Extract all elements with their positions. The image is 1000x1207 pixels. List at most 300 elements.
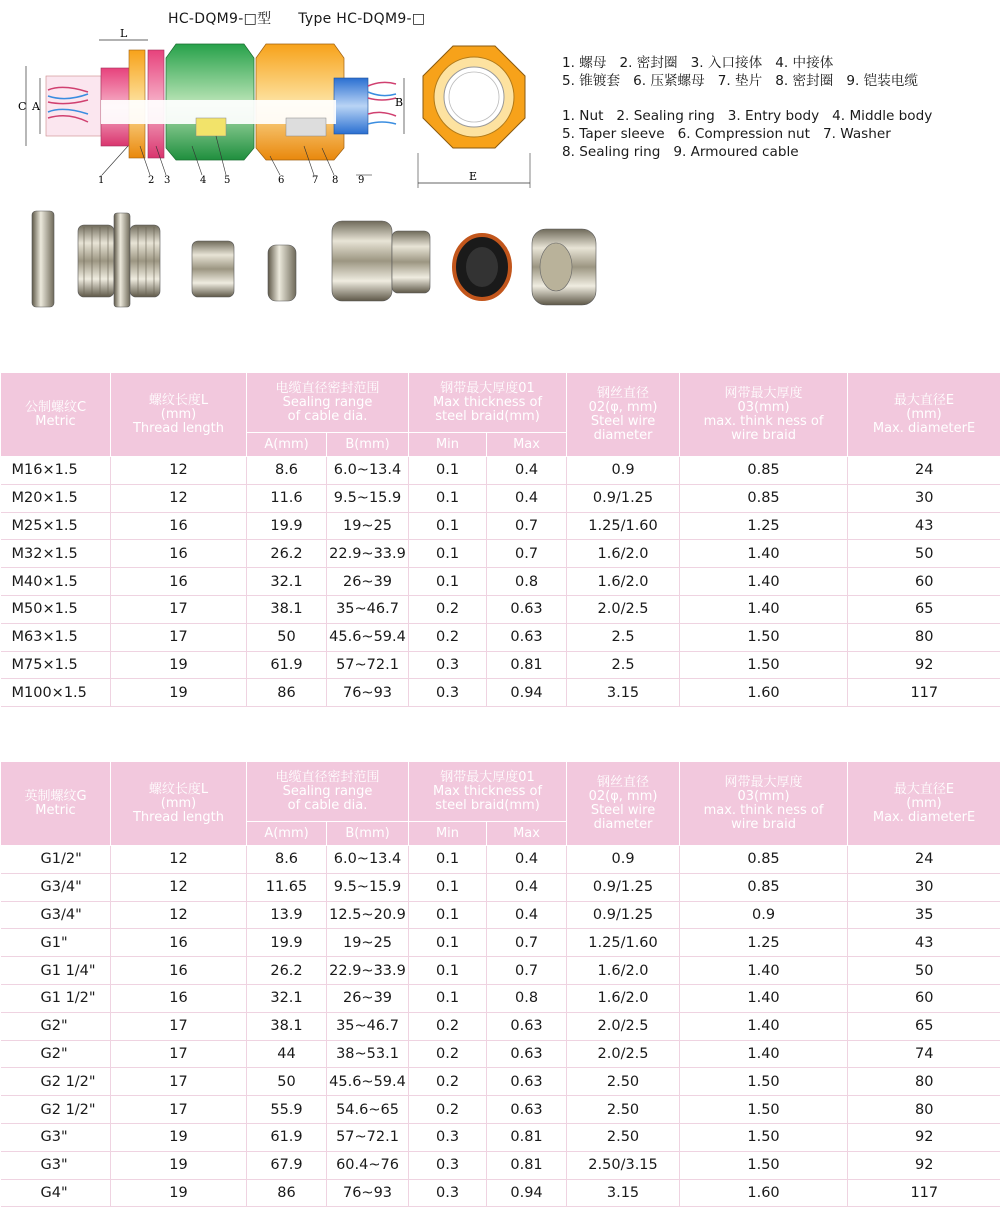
photo-nut xyxy=(32,211,54,307)
table-cell: 50 xyxy=(247,1068,327,1096)
table-cell: M16×1.5 xyxy=(1,457,111,485)
table-row xyxy=(1,623,1000,651)
table-cell: 9.5~15.9 xyxy=(327,484,409,512)
table-cell: 1.40 xyxy=(680,1040,848,1068)
table-cell: 17 xyxy=(111,623,247,651)
table-cell: 12.5~20.9 xyxy=(327,901,409,929)
table-cell: 12 xyxy=(111,484,247,512)
table-cell: 11.6 xyxy=(247,484,327,512)
legend-en-item: 9. Armoured cable xyxy=(673,144,799,160)
model-cn: HC-DQM9-□型 xyxy=(168,11,272,27)
header-text: max. think ness of xyxy=(703,802,824,818)
table-cell: 9.5~15.9 xyxy=(327,873,409,901)
table-cell: 0.9/1.25 xyxy=(567,901,680,929)
table-cell: 76~93 xyxy=(327,1179,409,1207)
header-max-diameter xyxy=(848,373,1000,457)
callout-3: 3 xyxy=(164,175,171,186)
imperial-thread-table xyxy=(0,761,1000,1207)
photo-middle-body xyxy=(332,221,430,301)
table-cell: G3/4" xyxy=(1,873,111,901)
header-text: 最大直径E xyxy=(893,392,955,408)
table-cell: 1.40 xyxy=(680,1012,848,1040)
callout-7: 7 xyxy=(312,175,319,186)
table-cell: 0.1 xyxy=(409,957,487,985)
table-cell: 3.15 xyxy=(567,1179,680,1207)
table-cell: 1.40 xyxy=(680,568,848,596)
table-cell: 0.4 xyxy=(487,457,567,485)
table-row xyxy=(1,984,1000,1012)
table-cell: M75×1.5 xyxy=(1,651,111,679)
table-cell: 54.6~65 xyxy=(327,1096,409,1124)
header-sealing-range xyxy=(247,762,409,822)
table-cell: 17 xyxy=(111,1012,247,1040)
table-cell: 0.1 xyxy=(409,901,487,929)
table-cell: 1.50 xyxy=(680,651,848,679)
table-row xyxy=(1,568,1000,596)
table-cell: 1.25/1.60 xyxy=(567,512,680,540)
header-text: 03(mm) xyxy=(737,788,790,804)
table-cell: 24 xyxy=(848,846,1000,874)
photo-taper-sleeve xyxy=(192,241,234,297)
table-cell: 35 xyxy=(848,901,1000,929)
table-cell: 50 xyxy=(247,623,327,651)
table-cell: 44 xyxy=(247,1040,327,1068)
table-cell: 43 xyxy=(848,929,1000,957)
table-cell: 0.85 xyxy=(680,846,848,874)
table-cell: 61.9 xyxy=(247,1123,327,1151)
table-cell: 0.8 xyxy=(487,568,567,596)
photo-washer xyxy=(268,245,296,301)
table-cell: 1.40 xyxy=(680,984,848,1012)
table-cell: 2.50 xyxy=(567,1096,680,1124)
header-band-min: Min xyxy=(409,433,487,457)
legend-cn-item: 7. 垫片 xyxy=(717,73,763,89)
header-text: Thread length xyxy=(132,420,225,436)
table-cell: M50×1.5 xyxy=(1,595,111,623)
table-cell: 117 xyxy=(848,1179,1000,1207)
header-text: Sealing range xyxy=(282,394,373,410)
header-text: Metric xyxy=(35,413,76,429)
table-cell: 1.50 xyxy=(680,623,848,651)
table-cell: 67.9 xyxy=(247,1151,327,1179)
table-cell: 35~46.7 xyxy=(327,1012,409,1040)
header-text: steel braid(mm) xyxy=(435,408,540,424)
table-cell: 0.1 xyxy=(409,846,487,874)
table-cell: 1.60 xyxy=(680,679,848,707)
table-cell: 19 xyxy=(111,1123,247,1151)
table-cell: 0.1 xyxy=(409,568,487,596)
table-cell: 2.0/2.5 xyxy=(567,1040,680,1068)
table-cell: 0.63 xyxy=(487,595,567,623)
table-row xyxy=(1,679,1000,707)
table-cell: 0.63 xyxy=(487,1068,567,1096)
model-en: Type HC-DQM9-□ xyxy=(298,11,426,27)
header-text: of cable dia. xyxy=(287,797,368,813)
legend-en-item: 3. Entry body xyxy=(727,108,820,124)
table-cell: M100×1.5 xyxy=(1,679,111,707)
table-cell: 0.85 xyxy=(680,457,848,485)
table-cell: 0.2 xyxy=(409,1068,487,1096)
table-cell: 26~39 xyxy=(327,568,409,596)
table-cell: M25×1.5 xyxy=(1,512,111,540)
table-cell: 1.6/2.0 xyxy=(567,540,680,568)
header-text: max. think ness of xyxy=(703,413,824,429)
header-text: 最大直径E xyxy=(893,781,955,797)
table-cell: 1.25 xyxy=(680,512,848,540)
table-cell: 12 xyxy=(111,873,247,901)
header-seal-b: B(mm) xyxy=(327,433,409,457)
table-cell: 0.63 xyxy=(487,1012,567,1040)
cable-gland-section-diagram xyxy=(16,28,416,193)
table-cell: 65 xyxy=(848,595,1000,623)
table-cell: 1.6/2.0 xyxy=(567,984,680,1012)
table-cell: 0.1 xyxy=(409,484,487,512)
header-seal-a: A(mm) xyxy=(247,433,327,457)
header-text: diameter xyxy=(593,427,653,443)
table-row xyxy=(1,1096,1000,1124)
table-cell: M20×1.5 xyxy=(1,484,111,512)
table-cell: 0.3 xyxy=(409,1151,487,1179)
table-cell: 0.85 xyxy=(680,873,848,901)
table-row xyxy=(1,595,1000,623)
table-cell: 0.7 xyxy=(487,512,567,540)
table-cell: G2 1/2" xyxy=(1,1068,111,1096)
table-cell: G1 1/2" xyxy=(1,984,111,1012)
table-cell: 0.1 xyxy=(409,929,487,957)
table-cell: 50 xyxy=(848,957,1000,985)
front-view-diagram xyxy=(413,38,536,193)
table-cell: 19~25 xyxy=(327,929,409,957)
header-text: Max. diameterE xyxy=(872,420,976,436)
callout-6: 6 xyxy=(278,175,285,186)
header-text: (mm) xyxy=(906,795,942,811)
header-text: Sealing range xyxy=(282,783,373,799)
table-cell: 1.50 xyxy=(680,1068,848,1096)
legend-cn-item: 5. 锥镀套 xyxy=(562,73,621,89)
table-cell: 117 xyxy=(848,679,1000,707)
header-text: Steel wire xyxy=(590,802,656,818)
table-cell: 38~53.1 xyxy=(327,1040,409,1068)
table-row xyxy=(1,873,1000,901)
table-cell: 0.63 xyxy=(487,1096,567,1124)
table-cell: M63×1.5 xyxy=(1,623,111,651)
table-cell: 0.63 xyxy=(487,623,567,651)
table-cell: 0.1 xyxy=(409,457,487,485)
table-cell: 0.3 xyxy=(409,651,487,679)
callout-2: 2 xyxy=(148,175,155,186)
table-cell: 1.50 xyxy=(680,1096,848,1124)
header-length xyxy=(111,762,247,846)
header-band-max: Max xyxy=(487,822,567,846)
table-cell: 0.9 xyxy=(567,457,680,485)
table-cell: 0.2 xyxy=(409,1096,487,1124)
table-cell: 1.50 xyxy=(680,1151,848,1179)
table-cell: G1 1/4" xyxy=(1,957,111,985)
page-title xyxy=(168,8,447,28)
header-max-diameter xyxy=(848,762,1000,846)
table-cell: 1.40 xyxy=(680,957,848,985)
table-cell: 38.1 xyxy=(247,1012,327,1040)
header-text: 公制螺纹C xyxy=(24,399,87,415)
header-braid-thickness xyxy=(409,762,567,822)
table-cell: 19 xyxy=(111,679,247,707)
legend-cn-item: 4. 中接体 xyxy=(775,55,834,71)
header-text: 钢丝直径 xyxy=(597,385,650,401)
table-cell: 0.63 xyxy=(487,1040,567,1068)
table-cell: 74 xyxy=(848,1040,1000,1068)
table-cell: 19~25 xyxy=(327,512,409,540)
table-cell: 2.50 xyxy=(567,1068,680,1096)
photo-compression-nut xyxy=(532,229,596,305)
header-sealing-range xyxy=(247,373,409,433)
table-cell: 16 xyxy=(111,540,247,568)
table-cell: 45.6~59.4 xyxy=(327,1068,409,1096)
table-cell: 12 xyxy=(111,901,247,929)
table-row xyxy=(1,846,1000,874)
table-row xyxy=(1,1123,1000,1151)
legend-en-item: 6. Compression nut xyxy=(677,126,810,142)
armoured-cable-part xyxy=(334,78,368,134)
header-text: Max thickness of xyxy=(432,783,543,799)
dim-B-label: B xyxy=(395,96,404,109)
legend-en-item: 2. Sealing ring xyxy=(616,108,715,124)
table-cell: 61.9 xyxy=(247,651,327,679)
table-cell: 1.25 xyxy=(680,929,848,957)
table-cell: 60.4~76 xyxy=(327,1151,409,1179)
header-mesh-thickness xyxy=(680,762,848,846)
photo-entry-body xyxy=(78,213,160,307)
table-cell: G1" xyxy=(1,929,111,957)
header-braid-thickness xyxy=(409,373,567,433)
table-cell: 0.94 xyxy=(487,679,567,707)
table-cell: 86 xyxy=(247,1179,327,1207)
table-cell: 32.1 xyxy=(247,984,327,1012)
table-cell: 1.25/1.60 xyxy=(567,929,680,957)
table-row xyxy=(1,1151,1000,1179)
legend-cn-item: 6. 压紧螺母 xyxy=(633,73,705,89)
callout-9: 9 xyxy=(358,175,365,186)
dim-A-label: A xyxy=(32,100,40,113)
table-cell: 0.9/1.25 xyxy=(567,484,680,512)
table-cell: 19.9 xyxy=(247,512,327,540)
header-seal-a: A(mm) xyxy=(247,822,327,846)
table-cell: 0.7 xyxy=(487,540,567,568)
header-wire-diameter xyxy=(567,373,680,457)
table-cell: 8.6 xyxy=(247,846,327,874)
header-text: Steel wire xyxy=(590,413,656,429)
table-cell: 0.9/1.25 xyxy=(567,873,680,901)
table-row xyxy=(1,901,1000,929)
table-cell: 60 xyxy=(848,568,1000,596)
table-cell: G3" xyxy=(1,1123,111,1151)
table-row xyxy=(1,1012,1000,1040)
header-text: 钢带最大厚度01 xyxy=(440,380,535,396)
callout-8: 8 xyxy=(332,175,339,186)
table-cell: 1.40 xyxy=(680,595,848,623)
table-row xyxy=(1,651,1000,679)
header-text: wire braid xyxy=(731,427,796,443)
legend-english xyxy=(562,107,945,161)
header-text: Thread length xyxy=(132,809,225,825)
table-cell: 0.4 xyxy=(487,901,567,929)
header-wire-diameter xyxy=(567,762,680,846)
table-cell: 1.40 xyxy=(680,540,848,568)
table-cell: 22.9~33.9 xyxy=(327,957,409,985)
table-cell: 50 xyxy=(848,540,1000,568)
table-cell: 17 xyxy=(111,595,247,623)
legend-chinese xyxy=(562,54,931,90)
table-cell: 0.1 xyxy=(409,873,487,901)
table-cell: 0.7 xyxy=(487,929,567,957)
header-text: diameter xyxy=(593,816,653,832)
dim-E-label: E xyxy=(469,170,478,183)
legend-en-item: 4. Middle body xyxy=(832,108,933,124)
table-cell: 11.65 xyxy=(247,873,327,901)
metric-thread-table xyxy=(0,372,1000,707)
header-text: 网带最大厚度 xyxy=(724,385,803,401)
header-mesh-thickness xyxy=(680,373,848,457)
header-text: 电缆直径密封范围 xyxy=(275,769,380,785)
header-text: 网带最大厚度 xyxy=(724,774,803,790)
table-cell: 0.1 xyxy=(409,984,487,1012)
table-cell: G3/4" xyxy=(1,901,111,929)
callout-4: 4 xyxy=(200,175,207,186)
table-row xyxy=(1,1040,1000,1068)
table-cell: 12 xyxy=(111,457,247,485)
table-cell: 0.9 xyxy=(680,901,848,929)
table-row xyxy=(1,929,1000,957)
header-text: Metric xyxy=(35,802,76,818)
table-cell: G1/2" xyxy=(1,846,111,874)
table-cell: 0.1 xyxy=(409,512,487,540)
table-cell: 1.60 xyxy=(680,1179,848,1207)
component-photos xyxy=(20,203,620,323)
table-cell: 0.94 xyxy=(487,1179,567,1207)
header-seal-b: B(mm) xyxy=(327,822,409,846)
table-cell: 6.0~13.4 xyxy=(327,846,409,874)
header-text: 02(φ, mm) xyxy=(588,399,658,415)
callout-1: 1 xyxy=(98,175,105,186)
table-cell: 2.0/2.5 xyxy=(567,1012,680,1040)
table-row xyxy=(1,1068,1000,1096)
table-cell: G2" xyxy=(1,1040,111,1068)
table-row xyxy=(1,512,1000,540)
header-thread xyxy=(1,762,111,846)
metric-table-body xyxy=(1,457,1000,707)
table-cell: 0.8 xyxy=(487,984,567,1012)
table-cell: 1.50 xyxy=(680,1123,848,1151)
table-cell: 0.2 xyxy=(409,595,487,623)
table-cell: 0.1 xyxy=(409,540,487,568)
table-cell: M40×1.5 xyxy=(1,568,111,596)
table-cell: 92 xyxy=(848,651,1000,679)
table-cell: 0.2 xyxy=(409,623,487,651)
header-text: 钢丝直径 xyxy=(597,774,650,790)
table-cell: 16 xyxy=(111,568,247,596)
header-band-min: Min xyxy=(409,822,487,846)
table-cell: 2.50/3.15 xyxy=(567,1151,680,1179)
table-cell: 80 xyxy=(848,1096,1000,1124)
table-cell: 8.6 xyxy=(247,457,327,485)
legend-cn-item: 8. 密封圈 xyxy=(775,73,834,89)
table-cell: 26~39 xyxy=(327,984,409,1012)
table-cell: G4" xyxy=(1,1179,111,1207)
table-row xyxy=(1,484,1000,512)
header-text: steel braid(mm) xyxy=(435,797,540,813)
table-cell: 16 xyxy=(111,957,247,985)
header-band-max: Max xyxy=(487,433,567,457)
header-length xyxy=(111,373,247,457)
header-text: 螺纹长度L xyxy=(148,392,209,408)
table-cell: 0.81 xyxy=(487,651,567,679)
table-cell: 22.9~33.9 xyxy=(327,540,409,568)
table-cell: 80 xyxy=(848,623,1000,651)
table-cell: 0.2 xyxy=(409,1012,487,1040)
table-cell: 2.0/2.5 xyxy=(567,595,680,623)
dim-L-label: L xyxy=(120,28,128,40)
table-cell: 0.81 xyxy=(487,1151,567,1179)
cable-core-left xyxy=(46,76,101,136)
header-text: Max thickness of xyxy=(432,394,543,410)
table-cell: 0.9 xyxy=(567,846,680,874)
table-cell: 80 xyxy=(848,1068,1000,1096)
legend-en-item: 7. Washer xyxy=(822,126,891,142)
table-cell: 38.1 xyxy=(247,595,327,623)
header-text: of cable dia. xyxy=(287,408,368,424)
table-row xyxy=(1,540,1000,568)
table-cell: 2.50 xyxy=(567,1123,680,1151)
table-cell: 60 xyxy=(848,984,1000,1012)
legend-cn-item: 3. 入口接体 xyxy=(690,55,763,71)
header-text: 螺纹长度L xyxy=(148,781,209,797)
table-cell: 92 xyxy=(848,1151,1000,1179)
table-cell: 26.2 xyxy=(247,957,327,985)
table-cell: 1.6/2.0 xyxy=(567,957,680,985)
table-cell: 57~72.1 xyxy=(327,651,409,679)
table-cell: 76~93 xyxy=(327,679,409,707)
callout-5: 5 xyxy=(224,175,231,186)
dim-C-label: C xyxy=(18,100,27,113)
table-cell: 13.9 xyxy=(247,901,327,929)
legend-cn-item: 2. 密封圈 xyxy=(619,55,678,71)
table-cell: 0.4 xyxy=(487,484,567,512)
table-cell: 65 xyxy=(848,1012,1000,1040)
legend-cn-item: 1. 螺母 xyxy=(562,55,607,71)
legend-en-item: 5. Taper sleeve xyxy=(562,126,665,142)
table-cell: 30 xyxy=(848,484,1000,512)
table-cell: 19 xyxy=(111,1179,247,1207)
table-cell: 24 xyxy=(848,457,1000,485)
table-cell: 0.4 xyxy=(487,873,567,901)
header-text: Max. diameterE xyxy=(872,809,976,825)
table-cell: 0.85 xyxy=(680,484,848,512)
table-cell: 3.15 xyxy=(567,679,680,707)
header-text: 钢带最大厚度01 xyxy=(440,769,535,785)
table-cell: 17 xyxy=(111,1068,247,1096)
table-cell: M32×1.5 xyxy=(1,540,111,568)
header-text: 02(φ, mm) xyxy=(588,788,658,804)
table-cell: 92 xyxy=(848,1123,1000,1151)
legend-cn-item: 9. 铠装电缆 xyxy=(846,73,918,89)
table-cell: 30 xyxy=(848,873,1000,901)
table-cell: 86 xyxy=(247,679,327,707)
table-cell: 19 xyxy=(111,651,247,679)
header-text: 英制螺纹G xyxy=(24,788,87,804)
table-cell: 35~46.7 xyxy=(327,595,409,623)
table-cell: 45.6~59.4 xyxy=(327,623,409,651)
table-cell: 19.9 xyxy=(247,929,327,957)
table-cell: 0.3 xyxy=(409,679,487,707)
